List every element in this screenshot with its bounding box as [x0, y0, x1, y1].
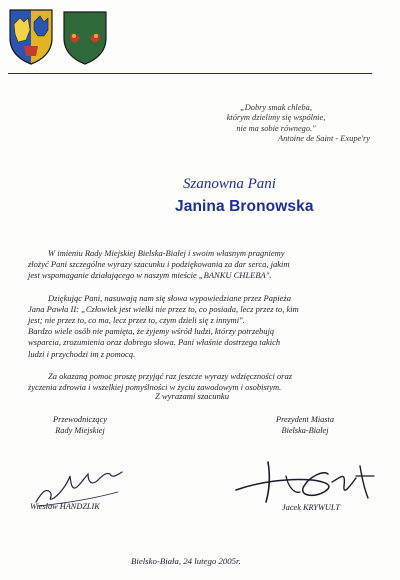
- signatory-title-line: Rady Miejskiej: [55, 425, 105, 435]
- quote-author: Antoine de Saint - Exupe'ry: [277, 134, 370, 144]
- signatory-right-title: [245, 415, 365, 437]
- body-line: ludzi i przychodzi im z pomocą.: [28, 348, 136, 359]
- paragraph-3: [28, 371, 373, 393]
- header-rule: [8, 73, 372, 74]
- letter-body: [28, 248, 373, 393]
- salutation: Szanowna Pani: [183, 176, 276, 192]
- signatory-right-name: Jacek KRYWULT: [282, 503, 340, 512]
- quote-line: którym dzielimy się wspólnie,: [226, 113, 326, 123]
- closing-phrase: Z wyrazami szacunku: [155, 391, 230, 401]
- signatory-title-line: Prezydent Miasta: [276, 415, 334, 424]
- body-line: Dziękując Pani, nasuwają nam się słowa wypowiedziane przez Papieża: [48, 292, 291, 303]
- quote-line: nie ma sobie równego.": [236, 123, 316, 133]
- body-line: W imieniu Rady Miejskiej Bielska-Białej i swoim własnym pragniemy: [48, 248, 285, 258]
- signatory-title-line: Bielska-Białej: [281, 425, 329, 435]
- body-line: życzenia zdrowia i wszelkiej pomyślności w życiu zawodowym i osobistym.: [28, 382, 282, 393]
- body-line: jest; nie przez to, co ma, lecz przez to, czym dzieli się z innymi".: [28, 315, 245, 326]
- paragraph-2: [28, 293, 373, 360]
- place-and-date: Bielsko-Biała, 24 lutego 2005r.: [131, 556, 241, 566]
- body-line: jest wspomaganie działającego w naszym mieście „BANKU CHLEBA".: [28, 270, 272, 281]
- quote-line: „Dobry smak chleba,: [240, 103, 312, 112]
- green-shield-emblem-icon: [62, 8, 108, 66]
- body-line: Bardzo wiele osób nie pamięta, że żyjemy wśród ludzi, którzy potrzebują: [28, 326, 275, 337]
- signatory-title-line: Przewodniczący: [53, 415, 107, 424]
- paragraph-1: [28, 248, 373, 282]
- signatory-left-title: [30, 415, 130, 437]
- body-line: złożyć Pani szczególne wyrazy szacunku i podziękowania za dar serca, jakim: [28, 259, 290, 270]
- recipient-name: Janina Bronowska: [175, 198, 314, 215]
- body-line: Jana Pawła II: „Człowiek jest wielki nie przez to, co posiada, lecz przez to, kim: [28, 303, 299, 314]
- body-line: Za okazaną pomoc proszę przyjąć raz jeszcze wyrazy wdzięczności oraz: [48, 370, 293, 381]
- city-coat-of-arms-icon: [8, 8, 54, 66]
- signatory-left-name: Wiesław HANDZLIK: [30, 502, 100, 511]
- epigraph-quote: [176, 103, 376, 145]
- body-line: wsparcia, zrozumienia oraz dobrego słowa. Pani właśnie dostrzega takich: [28, 337, 281, 348]
